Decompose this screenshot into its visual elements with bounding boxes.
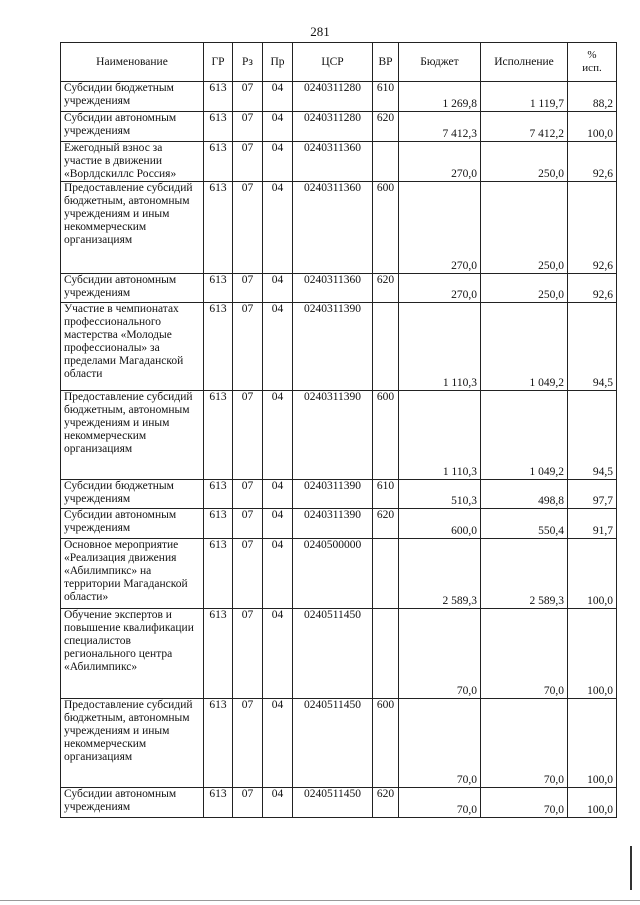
cell-csr: 0240500000: [293, 539, 373, 609]
cell-budget: 70,0: [399, 699, 481, 788]
table-header-row: [61, 43, 617, 82]
table-row: [61, 480, 617, 509]
header-csr: ЦСР: [293, 43, 373, 82]
cell-pr: 04: [263, 699, 293, 788]
table-row: [61, 142, 617, 182]
cell-percent: 100,0: [568, 788, 617, 818]
cell-percent: 100,0: [568, 699, 617, 788]
cell-execution: 250,0: [481, 142, 568, 182]
cell-percent: 88,2: [568, 82, 617, 112]
cell-gr: 613: [204, 539, 233, 609]
cell-budget: 510,3: [399, 480, 481, 509]
cell-pr: 04: [263, 609, 293, 699]
cell-rz: 07: [233, 539, 263, 609]
cell-vr: [373, 303, 399, 391]
cell-budget: 270,0: [399, 142, 481, 182]
table-row: [61, 391, 617, 480]
cell-csr: 0240311390: [293, 303, 373, 391]
cell-execution: 70,0: [481, 699, 568, 788]
table-row: [61, 699, 617, 788]
cell-gr: 613: [204, 142, 233, 182]
cell-gr: 613: [204, 509, 233, 539]
cell-name: Субсидии автономным учреждениям: [61, 274, 204, 303]
cell-percent: 94,5: [568, 391, 617, 480]
cell-name: Субсидии автономным учреждениям: [61, 509, 204, 539]
cell-name: Предоставление субсидий бюджетным, автономным учреждениям и иным некоммерческим организациям: [61, 391, 204, 480]
cell-gr: 613: [204, 82, 233, 112]
cell-gr: 613: [204, 609, 233, 699]
cell-gr: 613: [204, 788, 233, 818]
cell-execution: 70,0: [481, 609, 568, 699]
cell-execution: 1 049,2: [481, 391, 568, 480]
cell-name: Участие в чемпионатах профессионального мастерства «Молодые профессионалы» за пределами Магаданской области: [61, 303, 204, 391]
cell-budget: 1 110,3: [399, 303, 481, 391]
cell-budget: 70,0: [399, 609, 481, 699]
cell-rz: 07: [233, 142, 263, 182]
cell-csr: 0240311360: [293, 274, 373, 303]
cell-percent: 92,6: [568, 274, 617, 303]
cell-name: Обучение экспертов и повышение квалификации специалистов регионального центра «Абилимпикс»: [61, 609, 204, 699]
cell-rz: 07: [233, 391, 263, 480]
cell-name: Предоставление субсидий бюджетным, автономным учреждениям и иным некоммерческим организациям: [61, 182, 204, 274]
header-percent-label: исп.: [582, 62, 602, 74]
cell-pr: 04: [263, 182, 293, 274]
cell-vr: [373, 539, 399, 609]
table-row: [61, 303, 617, 391]
margin-mark: [630, 846, 632, 890]
cell-vr: 600: [373, 699, 399, 788]
cell-pr: 04: [263, 274, 293, 303]
cell-csr: 0240511450: [293, 609, 373, 699]
cell-gr: 613: [204, 274, 233, 303]
cell-pr: 04: [263, 509, 293, 539]
cell-pr: 04: [263, 788, 293, 818]
cell-rz: 07: [233, 303, 263, 391]
cell-rz: 07: [233, 182, 263, 274]
cell-name: Основное мероприятие «Реализация движения «Абилимпикс» на территории Магаданской области»: [61, 539, 204, 609]
header-percent-symbol: %: [587, 49, 597, 61]
cell-vr: 620: [373, 509, 399, 539]
cell-vr: 610: [373, 82, 399, 112]
cell-name: Субсидии автономным учреждениям: [61, 112, 204, 142]
cell-gr: 613: [204, 303, 233, 391]
cell-execution: 498,8: [481, 480, 568, 509]
cell-gr: 613: [204, 391, 233, 480]
cell-vr: 620: [373, 788, 399, 818]
cell-rz: 07: [233, 480, 263, 509]
cell-name: Субсидии бюджетным учреждениям: [61, 82, 204, 112]
cell-vr: 620: [373, 274, 399, 303]
cell-vr: 600: [373, 182, 399, 274]
cell-budget: 70,0: [399, 788, 481, 818]
cell-execution: 2 589,3: [481, 539, 568, 609]
cell-pr: 04: [263, 539, 293, 609]
cell-pr: 04: [263, 391, 293, 480]
cell-csr: 0240311390: [293, 509, 373, 539]
cell-percent: 97,7: [568, 480, 617, 509]
cell-budget: 2 589,3: [399, 539, 481, 609]
cell-vr: 600: [373, 391, 399, 480]
table-row: [61, 274, 617, 303]
cell-percent: 92,6: [568, 142, 617, 182]
cell-budget: 1 269,8: [399, 82, 481, 112]
cell-csr: 0240311390: [293, 391, 373, 480]
table-row: [61, 82, 617, 112]
header-budget: Бюджет: [399, 43, 481, 82]
cell-pr: 04: [263, 142, 293, 182]
header-percent: [568, 43, 617, 82]
cell-name: Субсидии бюджетным учреждениям: [61, 480, 204, 509]
cell-csr: 0240511450: [293, 699, 373, 788]
cell-vr: [373, 142, 399, 182]
cell-csr: 0240311390: [293, 480, 373, 509]
cell-csr: 0240311360: [293, 142, 373, 182]
cell-execution: 1 049,2: [481, 303, 568, 391]
table-row: [61, 182, 617, 274]
page-number: 281: [310, 24, 330, 39]
cell-rz: 07: [233, 788, 263, 818]
cell-csr: 0240511450: [293, 788, 373, 818]
header-vr: ВР: [373, 43, 399, 82]
table-row: [61, 539, 617, 609]
cell-gr: 613: [204, 182, 233, 274]
cell-gr: 613: [204, 480, 233, 509]
cell-execution: 1 119,7: [481, 82, 568, 112]
cell-percent: 91,7: [568, 509, 617, 539]
page-bottom-rule: [0, 900, 640, 901]
cell-percent: 92,6: [568, 182, 617, 274]
header-name: Наименование: [61, 43, 204, 82]
cell-pr: 04: [263, 112, 293, 142]
cell-percent: 94,5: [568, 303, 617, 391]
cell-pr: 04: [263, 480, 293, 509]
table-row: [61, 609, 617, 699]
budget-execution-table: [60, 42, 617, 818]
cell-name: Субсидии автономным учреждениям: [61, 788, 204, 818]
cell-gr: 613: [204, 699, 233, 788]
cell-rz: 07: [233, 509, 263, 539]
cell-rz: 07: [233, 699, 263, 788]
header-execution: Исполнение: [481, 43, 568, 82]
cell-csr: 0240311360: [293, 182, 373, 274]
cell-percent: 100,0: [568, 609, 617, 699]
header-gr: ГР: [204, 43, 233, 82]
cell-execution: 7 412,2: [481, 112, 568, 142]
cell-budget: 270,0: [399, 182, 481, 274]
table-row: [61, 509, 617, 539]
cell-budget: 7 412,3: [399, 112, 481, 142]
cell-name: Ежегодный взнос за участие в движении «Ворлдскиллс Россия»: [61, 142, 204, 182]
header-rz: Рз: [233, 43, 263, 82]
cell-budget: 1 110,3: [399, 391, 481, 480]
cell-pr: 04: [263, 303, 293, 391]
cell-vr: 610: [373, 480, 399, 509]
cell-pr: 04: [263, 82, 293, 112]
header-pr: Пр: [263, 43, 293, 82]
cell-rz: 07: [233, 112, 263, 142]
cell-execution: 250,0: [481, 274, 568, 303]
cell-percent: 100,0: [568, 539, 617, 609]
cell-percent: 100,0: [568, 112, 617, 142]
cell-rz: 07: [233, 274, 263, 303]
cell-rz: 07: [233, 609, 263, 699]
cell-execution: 550,4: [481, 509, 568, 539]
cell-execution: 250,0: [481, 182, 568, 274]
cell-budget: 270,0: [399, 274, 481, 303]
cell-name: Предоставление субсидий бюджетным, автономным учреждениям и иным некоммерческим организациям: [61, 699, 204, 788]
cell-csr: 0240311280: [293, 82, 373, 112]
cell-vr: 620: [373, 112, 399, 142]
cell-budget: 600,0: [399, 509, 481, 539]
cell-gr: 613: [204, 112, 233, 142]
cell-execution: 70,0: [481, 788, 568, 818]
table-row: [61, 112, 617, 142]
cell-csr: 0240311280: [293, 112, 373, 142]
cell-rz: 07: [233, 82, 263, 112]
table-row: [61, 788, 617, 818]
cell-vr: [373, 609, 399, 699]
table-body: [61, 82, 617, 818]
